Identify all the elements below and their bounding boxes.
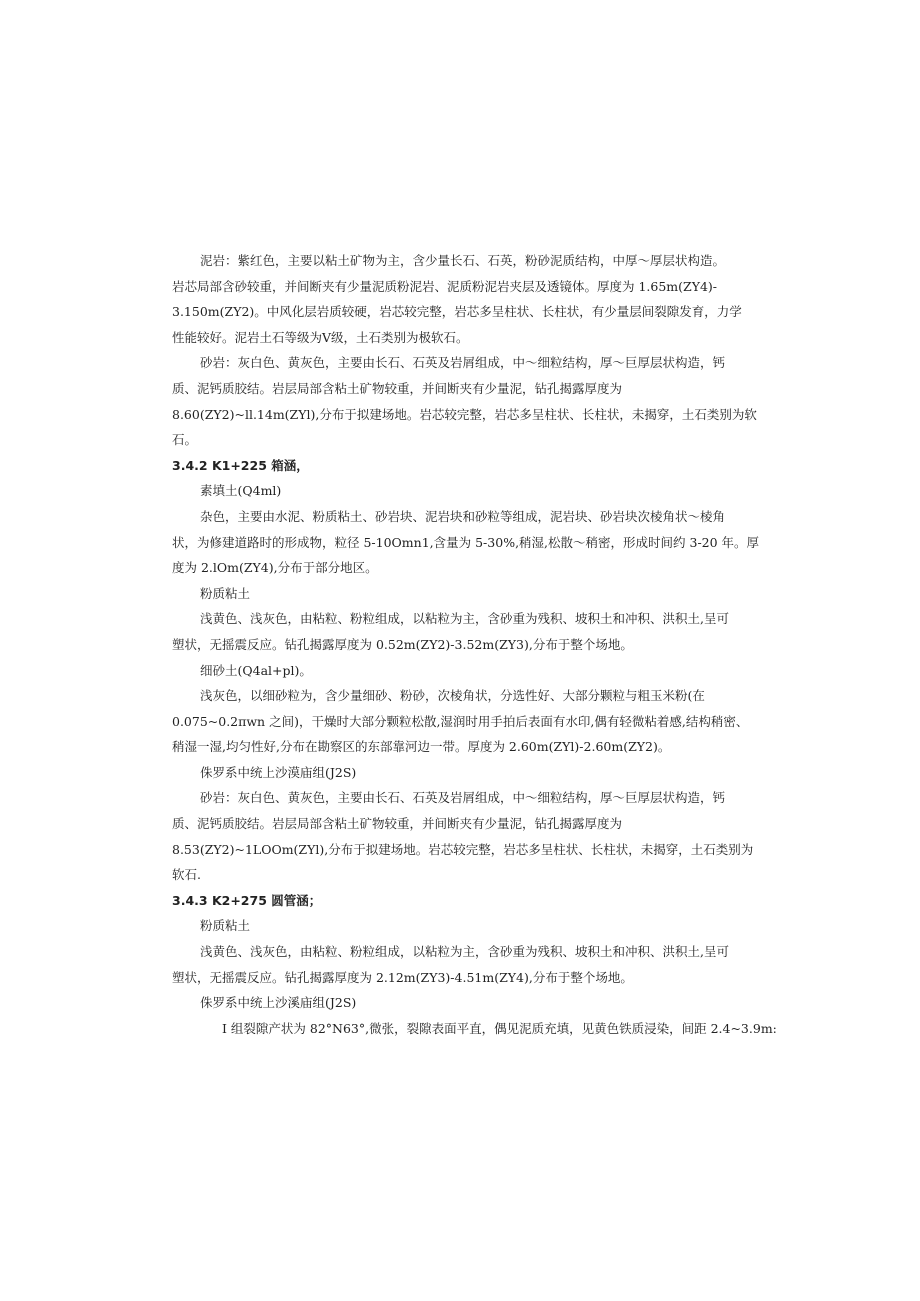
paragraph-line: 3.150m(ZY2)。中风化层岩质较硬，岩芯较完整，岩芯多呈柱状、长柱状，有少量层间裂隙发育，力学 [172,304,742,320]
paragraph-line: 8.53(ZY2)~1LOOm(ZYl),分布于拟建场地。岩芯较完整，岩芯多呈柱状、长柱状，未揭穿，土石类别为 [172,841,754,857]
paragraph-line: 石。 [172,432,198,448]
section-heading: 3.4.2 K1+225 箱涵， [172,457,309,473]
paragraph-line: 砂岩：灰白色、黄灰色，主要由长石、石英及岩屑组成，中～细粒结构，厚～巨厚层状构造，钙 [200,355,726,371]
stratum-label: 侏罗系中统上沙溪庙组(J2S) [200,995,357,1011]
paragraph-line: 杂色，主要由水泥、粉质粘土、砂岩块、泥岩块和砂粒等组成，泥岩块、砂岩块次棱角状～棱角 [200,508,726,524]
paragraph-line: 0.075~0.2πwn 之间)，干燥时大部分颗粒松散,湿润时用手拍后表面有水印,偶有轻微粘着感,结构稍密、 [172,713,749,729]
paragraph-line: 质、泥钙质胶结。岩层局部含粘土矿物较重，并间断夹有少量泥，钻孔揭露厚度为 [172,380,623,396]
paragraph [172,504,760,581]
paragraph [172,939,754,990]
paragraph-line: 8.60(ZY2)~ll.14m(ZYl),分布于拟建场地。岩芯较完整，岩芯多呈柱状、长柱状，未揭穿，土石类别为软 [172,406,757,422]
paragraph-line: 质、泥钙质胶结。岩层局部含粘土矿物较重，并间断夹有少量泥，钻孔揭露厚度为 [172,816,623,832]
paragraph-line: 泥岩：紫红色，主要以粘土矿物为主，含少量长石、石英，粉砂泥质结构，中厚～厚层状构造。 [200,253,726,268]
paragraph-line: 浅灰色，以细砂粒为，含少量细砂、粉砂，次棱角状，分选性好、大部分颗粒与粗玉米粉(在 [200,688,705,704]
paragraph-line: 性能较好。泥岩土石等级为Ⅴ级，土石类别为极软石。 [172,329,469,345]
paragraph [172,350,757,452]
paragraph [172,785,754,887]
stratum-label: 粉质粘土 [200,585,251,601]
paragraph-line: 度为 2.lOm(ZY4),分布于部分地区。 [172,560,378,576]
paragraph-line: 砂岩：灰白色、黄灰色，主要由长石、石英及岩屑组成，中～细粒结构，厚～巨厚层状构造，钙 [200,790,726,806]
paragraph-line: 软石. [172,867,201,883]
paragraph [172,683,754,760]
document-body [172,248,777,1041]
stratum-label: 粉质粘土 [200,918,251,934]
paragraph-line: 浅黄色、浅灰色，由粘粒、粉粒组成，以粘粒为主，含砂重为残积、坡积土和冲积、洪积土,呈可 [200,611,729,627]
paragraph [172,248,754,350]
stratum-label: 侏罗系中统上沙漠庙组(J2S) [200,764,357,780]
paragraph-line: 状，为修建道路时的形成物，粒径 5-10Omn1,含量为 5-30%,稍湿,松散～稍密，形成时间约 3-20 年。厚 [172,534,760,550]
stratum-label: 素填土(Q4ml) [200,483,282,499]
paragraph-line: 稍湿一湿,均匀性好,分布在勘察区的东部靠河边一带。厚度为 2.60m(ZYl)-2.60m(ZY2)。 [172,739,671,755]
paragraph-line: 浅黄色、浅灰色，由粘粒、粉粒组成，以粘粒为主，含砂重为残积、坡积土和冲积、洪积土,呈可 [200,944,729,960]
paragraph-line: I 组裂隙产状为 82°N63°,微张，裂隙表面平直，偶见泥质充填，见黄色铁质浸染，间距 2.4~3.9m: [222,1020,777,1036]
paragraph-line: 塑状，无摇震反应。钻孔揭露厚度为 2.12m(ZY3)-4.51m(ZY4),分布于整个场地。 [172,969,633,985]
paragraph-line: 岩芯局部含砂较重，并间断夹有少量泥质粉泥岩、泥质粉泥岩夹层及透镜体。厚度为 1.65m(ZY4)- [172,278,718,294]
paragraph [172,606,754,657]
section-heading: 3.4.3 K2+275 圆管涵； [172,892,322,908]
paragraph-line: 塑状，无摇震反应。钻孔揭露厚度为 0.52m(ZY2)-3.52m(ZY3),分布于整个场地。 [172,636,633,652]
stratum-label: 细砂土(Q4al+pl)。 [200,662,312,678]
